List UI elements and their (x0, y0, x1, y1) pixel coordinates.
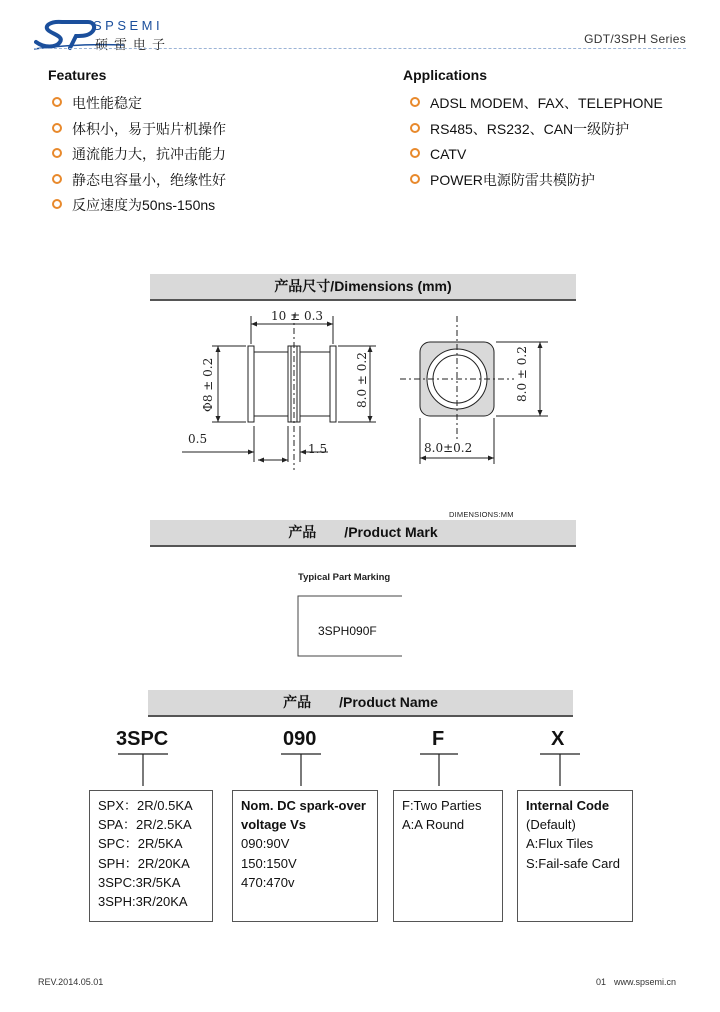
dim-length-label: 10 ± 0.3 (271, 309, 324, 323)
list-item: 反应速度为50ns-150ns (52, 196, 226, 222)
code-series: 3SPC (116, 728, 169, 750)
dim-band-label: 1.5 (308, 442, 328, 456)
bullet-icon (52, 148, 62, 158)
voltage-box: Nom. DC spark-over voltage Vs 090:90V 150:150V 470:470v (232, 790, 378, 922)
product-name-bar: 产品 /Product Name (148, 690, 573, 717)
bullet-icon (410, 174, 420, 184)
dim-gap-label: 0.5 (188, 432, 208, 446)
logo-text-cn: 硕雷电子 (95, 37, 172, 52)
code-type: F (432, 728, 445, 750)
features-list (52, 94, 226, 222)
header-divider (34, 48, 686, 49)
logo-text-en: SPSEMI (93, 18, 164, 33)
series-title: GDT/3SPH Series (584, 32, 686, 46)
dim-diameter-label: Φ8 ± 0.2 (201, 357, 215, 412)
list-item: 体积小，易于贴片机操作 (52, 120, 226, 146)
code-internal: X (551, 728, 565, 750)
product-mark-bar: 产品 /Product Mark (150, 520, 576, 547)
list-item: POWER电源防雷共模防护 (410, 171, 663, 197)
applications-title: Applications (403, 67, 488, 83)
website-link[interactable]: www.spsemi.cn (614, 977, 677, 987)
bullet-icon (410, 123, 420, 133)
code-voltage: 090 (283, 728, 317, 750)
list-item: 通流能力大，抗冲击能力 (52, 145, 226, 171)
dimensions-drawing (0, 300, 720, 480)
type-box: F:Two Parties A:A Round (393, 790, 503, 922)
dimensions-note: DIMENSIONS:MM (449, 510, 514, 519)
bullet-icon (410, 97, 420, 107)
bullet-icon (52, 123, 62, 133)
list-item: CATV (410, 145, 663, 171)
page-number: 01 (596, 977, 607, 987)
dimensions-bar: 产品尺寸/Dimensions (mm) (150, 274, 576, 301)
dim-side-width-label: 8.0±0.2 (424, 441, 473, 455)
bullet-icon (410, 148, 420, 158)
applications-list (410, 94, 663, 196)
bullet-icon (52, 174, 62, 184)
bullet-icon (52, 97, 62, 107)
series-box: SPX：2R/0.5KA SPA：2R/2.5KA SPC：2R/5KA SPH：2R/20KA 3SPC:3R/5KA 3SPH:3R/20KA (89, 790, 213, 922)
list-item: RS485、RS232、CAN一级防护 (410, 120, 663, 146)
code-connectors (0, 750, 720, 790)
list-item: 静态电容量小，绝缘性好 (52, 171, 226, 197)
dim-side-height-label: 8.0 ± 0.2 (515, 346, 529, 402)
bullet-icon (52, 199, 62, 209)
revision: REV.2014.05.01 (38, 977, 104, 987)
marking-text: 3SPH090F (318, 624, 377, 638)
features-title: Features (48, 67, 107, 83)
internal-code-box: Internal Code (Default) A:Flux Tiles S:Fail-safe Card (517, 790, 633, 922)
marking-caption: Typical Part Marking (298, 572, 391, 583)
list-item: ADSL MODEM、FAX、TELEPHONE (410, 94, 663, 120)
dim-height-label: 8.0 ± 0.2 (355, 352, 369, 408)
list-item: 电性能稳定 (52, 94, 226, 120)
